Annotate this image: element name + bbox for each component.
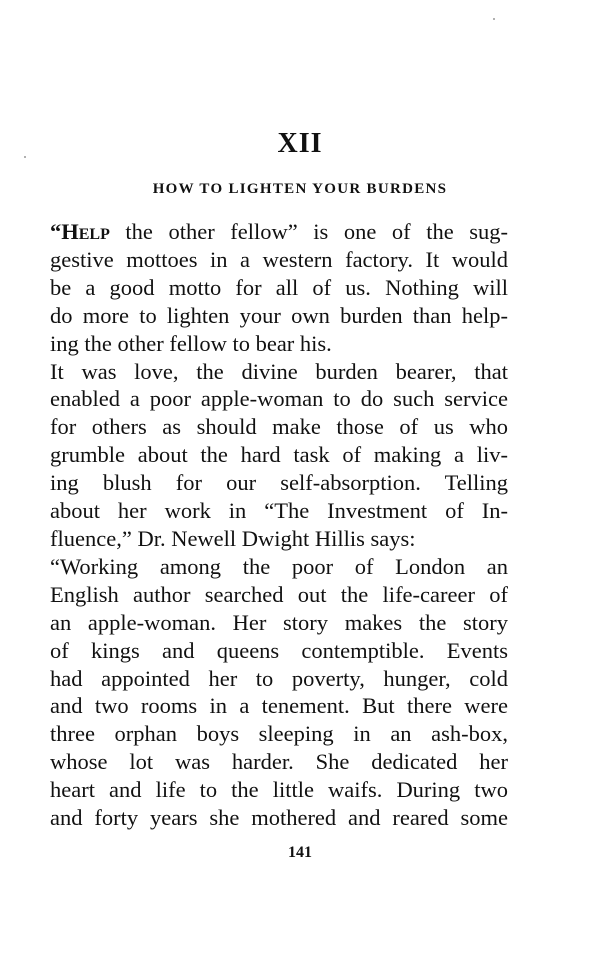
page-number: 141 xyxy=(288,844,312,861)
chapter-title: HOW TO LIGHTEN YOUR BURDENS xyxy=(152,181,448,197)
text-line: whose lot was harder. She dedicated her xyxy=(50,749,508,775)
text-line: fluence,” Dr. Newell Dwight Hillis says: xyxy=(50,525,416,551)
text-line: English author searched out the life-career of xyxy=(50,581,508,607)
text-line: of kings and queens contemptible. Events xyxy=(50,637,508,663)
opening-word: Help xyxy=(61,219,110,244)
text-line: about her work in “The Investment of In- xyxy=(50,498,508,524)
text-line: It was love, the divine burden bearer, that xyxy=(50,358,508,384)
text-line: and forty years she mothered and reared some xyxy=(50,805,508,831)
chapter-number: XII xyxy=(277,128,323,159)
opening-quote: “ xyxy=(50,219,62,244)
paragraph-2 xyxy=(30,358,508,553)
text-line: and two rooms in a tenement. But there were xyxy=(50,693,508,719)
text-line: for others as should make those of us who xyxy=(50,414,508,440)
text-line: three orphan boys sleeping in an ash-box, xyxy=(50,721,508,747)
text-line: had appointed her to poverty, hunger, cold xyxy=(50,665,508,691)
text-line: ing the other fellow to bear his. xyxy=(50,330,332,356)
text-line: “Help the other fellow” is one of the sug- xyxy=(50,219,508,244)
text-line: enabled a poor apple-woman to do such service xyxy=(50,386,508,412)
text-line: an apple-woman. Her story makes the story xyxy=(50,609,508,635)
scan-speck xyxy=(493,18,495,20)
paragraph-1 xyxy=(30,218,508,358)
text-line: ing blush for our self-absorption. Telling xyxy=(50,470,508,496)
text-line: be a good motto for all of us. Nothing will xyxy=(50,274,508,300)
text-line: gestive mottoes in a western factory. It would xyxy=(50,246,508,272)
text-line: do more to lighten your own burden than help- xyxy=(50,302,508,328)
paragraph-3 xyxy=(30,553,508,832)
text-line: heart and life to the little waifs. During two xyxy=(50,777,508,803)
text-line: “Working among the poor of London an xyxy=(50,553,508,579)
body-text xyxy=(30,218,508,832)
text-line: grumble about the hard task of making a liv- xyxy=(50,442,508,468)
